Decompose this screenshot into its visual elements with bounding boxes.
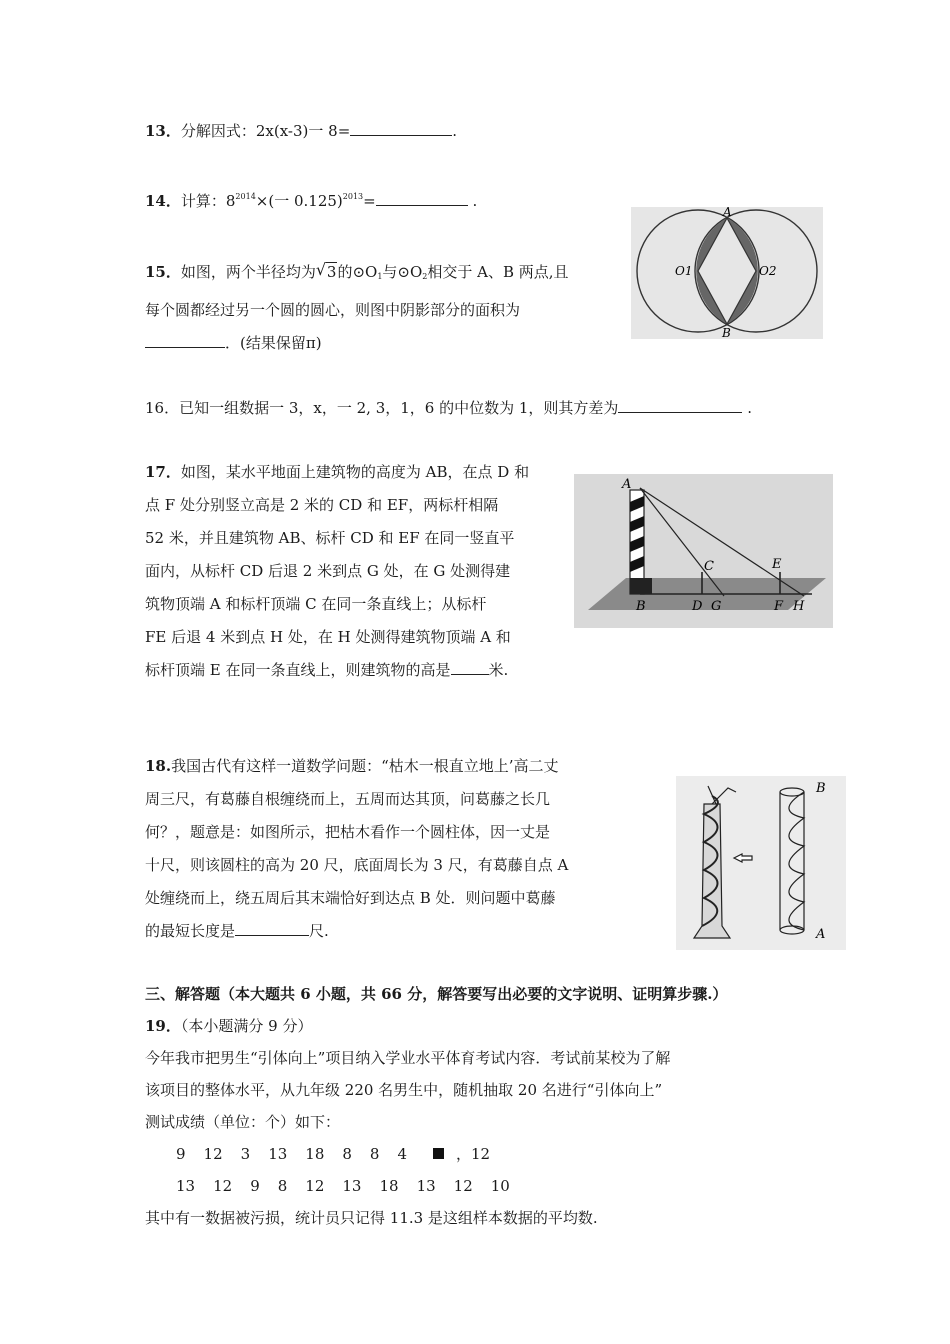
q15-text-c: 与⊙O (382, 263, 423, 281)
q18-last-line: 的最短长度是 (145, 922, 236, 940)
q14-number: 14． (145, 192, 181, 210)
data-value: 3 (240, 1145, 251, 1163)
data-value: 4 (397, 1145, 408, 1163)
q18-number: 18. (145, 757, 172, 775)
q18-line: 何？，题意是：如图所示，把枯木看作一个圆柱体，因一丈是 (145, 823, 551, 841)
label-g: G (711, 599, 722, 614)
q14-exp2: 2013 (342, 192, 364, 201)
label-a: A (816, 927, 826, 942)
q15-text-a: 如图，两个半径均为 (180, 263, 316, 281)
q14-mid: ×(一 0.125) (255, 192, 343, 210)
label-h: H (793, 599, 805, 614)
q15-answer-blank[interactable] (145, 333, 225, 348)
q19-number: 19． (145, 1017, 181, 1035)
question-18-line3 (145, 822, 550, 842)
q17-line: 面内，从标杆 CD 后退 2 米到点 G 处，在 G 处测得建 (145, 562, 511, 580)
question-19-head (145, 1016, 312, 1036)
label-a: A (622, 477, 632, 492)
label-f: F (774, 599, 784, 614)
data-value: 8 (369, 1145, 380, 1163)
q17-number: 17． (145, 463, 181, 481)
q18-line: 处缠绕而上，绕五周后其末端恰好到达点 B 处．则问题中葛藤 (145, 889, 556, 907)
q16-answer-blank[interactable] (618, 398, 742, 413)
question-18-line6 (145, 921, 329, 941)
question-15-line2 (145, 300, 520, 320)
section-3-title-text: 三、解答题（本大题共 6 小题，共 66 分，解答要写出必要的文字说明、证明算步骤.） (145, 985, 728, 1003)
label-e: E (772, 557, 782, 572)
q17-line: 52 米，并且建筑物 AB、标杆 CD 和 EF 在同一竖直平 (145, 529, 515, 547)
q17-building-figure (574, 474, 833, 628)
q18-tree-cylinder-figure (676, 776, 846, 950)
q15-sub1: 1 (377, 272, 383, 281)
data-value: 9 (176, 1145, 186, 1163)
data-value: 13 (416, 1177, 436, 1195)
data-value: 18 (305, 1145, 325, 1163)
question-15-line3 (145, 333, 322, 353)
question-17-line7 (145, 660, 508, 680)
question-17-line5 (145, 594, 486, 614)
label-b: B (722, 326, 731, 339)
q19-line: 测试成绩（单位：个）如下： (145, 1113, 341, 1131)
data-value: 12 (453, 1177, 473, 1195)
q18-tail: 尺. (309, 922, 329, 940)
question-18-line2 (145, 789, 550, 809)
label-d: D (692, 599, 703, 614)
question-18-line1 (145, 756, 559, 776)
data-value: 10 (490, 1177, 510, 1195)
question-17-line2 (145, 495, 498, 515)
q18-line: 十尺，则该圆柱的高为 20 尺，底面周长为 3 尺，有葛藤自点 A (145, 856, 569, 874)
label-a: A (723, 207, 732, 219)
q17-last-line: 标杆顶端 E 在同一条直线上，则建筑物的高是 (145, 661, 451, 679)
question-18-line5 (145, 888, 556, 908)
label-b: B (636, 599, 646, 614)
q19-line2 (145, 1080, 662, 1100)
q19-data-row1 (176, 1144, 508, 1164)
data-value: 13 (268, 1145, 288, 1163)
q15-text-line3: ．(结果保留π) (225, 334, 322, 352)
section-3-title (145, 984, 727, 1004)
data-value: 12 (213, 1177, 233, 1195)
data-value: 8 (342, 1145, 352, 1163)
q17-answer-blank[interactable] (451, 660, 489, 675)
q18-line: 周三尺，有葛藤自根缠绕而上，五周而达其顶，问葛藤之长几 (145, 790, 551, 808)
data-value: 8 (277, 1177, 288, 1195)
q14-pre: 计算：8 (180, 192, 236, 210)
q13-number: 13． (145, 122, 181, 140)
q19-line: 该项目的整体水平，从九年级 220 名男生中，随机抽取 20 名进行“引体向上” (145, 1081, 663, 1099)
q15-text-d: 相交于 A、B 两点,且 (427, 263, 569, 281)
q16-tail: . (742, 399, 752, 417)
label-b: B (816, 781, 826, 796)
q17-line: 如图，某水平地面上建筑物的高度为 AB，在点 D 和 (180, 463, 530, 481)
label-o1: O1 (675, 264, 693, 278)
q14-exp1: 2014 (235, 192, 256, 201)
q17-line: 筑物顶端 A 和标杆顶端 C 在同一条直线上；从标杆 (145, 595, 487, 613)
question-17-line3 (145, 528, 514, 548)
building-base (630, 578, 652, 594)
q15-text-b: 的⊙O (337, 263, 378, 281)
q19-line3 (145, 1112, 340, 1132)
q13-answer-blank[interactable] (350, 121, 452, 136)
data-value: 9 (250, 1177, 260, 1195)
q17-tail: 米. (488, 661, 509, 679)
label-o2: O2 (759, 264, 777, 278)
question-14 (145, 187, 477, 211)
q13-tail: . (452, 122, 458, 140)
q19-line1 (145, 1048, 670, 1068)
data-value: 18 (379, 1177, 399, 1195)
q16-text: 已知一组数据一 3，x，一 2, 3，1，6 的中位数为 1，则其方差为 (179, 399, 619, 417)
q14-post: = (363, 192, 376, 210)
question-16 (145, 398, 752, 418)
sqrt-symbol: √ 3 (315, 260, 337, 281)
q17-line: 点 F 处分别竖立高是 2 米的 CD 和 EF，两标杆相隔 (145, 496, 499, 514)
question-15-line1 (145, 262, 569, 287)
smudged-data-square (433, 1148, 444, 1159)
q16-number: 16． (145, 399, 180, 417)
data-value: 12 (305, 1177, 325, 1195)
q14-answer-blank[interactable] (376, 191, 468, 206)
q19-footer-text: 其中有一数据被污损，统计员只记得 11.3 是这组样本数据的平均数. (145, 1209, 598, 1227)
q14-tail: . (467, 192, 478, 210)
q15-sub2: 2 (422, 272, 428, 281)
q19-line: 今年我市把男生“引体向上”项目纳入学业水平体育考试内容．考试前某校为了解 (145, 1049, 671, 1067)
q15-radical: 3 (326, 263, 337, 281)
data-value: 13 (342, 1177, 362, 1195)
q13-text: 分解因式：2x(x-3)一 8= (180, 122, 351, 140)
q15-text-line2: 每个圆都经过另一个圆的圆心，则图中阴影部分的面积为 (145, 301, 521, 319)
data-value-tail: ，12 (456, 1145, 491, 1163)
label-c: C (704, 559, 714, 574)
q18-answer-blank[interactable] (235, 921, 309, 936)
q15-circles-figure (631, 207, 823, 339)
q19-footer (145, 1208, 598, 1228)
q15-number: 15． (145, 263, 181, 281)
question-13 (145, 121, 457, 141)
question-17-line6 (145, 627, 511, 647)
q17-line: FE 后退 4 米到点 H 处，在 H 处测得建筑物顶端 A 和 (145, 628, 511, 646)
q19-data-row2 (176, 1176, 528, 1196)
q19-head-text: （本小题满分 9 分） (180, 1017, 313, 1035)
data-value: 13 (176, 1177, 196, 1195)
question-17-line1 (145, 462, 529, 482)
data-value: 12 (203, 1145, 223, 1163)
question-17-line4 (145, 561, 510, 581)
q18-line: 我国古代有这样一道数学问题：“枯木一根直立地上’高二丈 (171, 757, 559, 775)
question-18-line4 (145, 855, 568, 875)
